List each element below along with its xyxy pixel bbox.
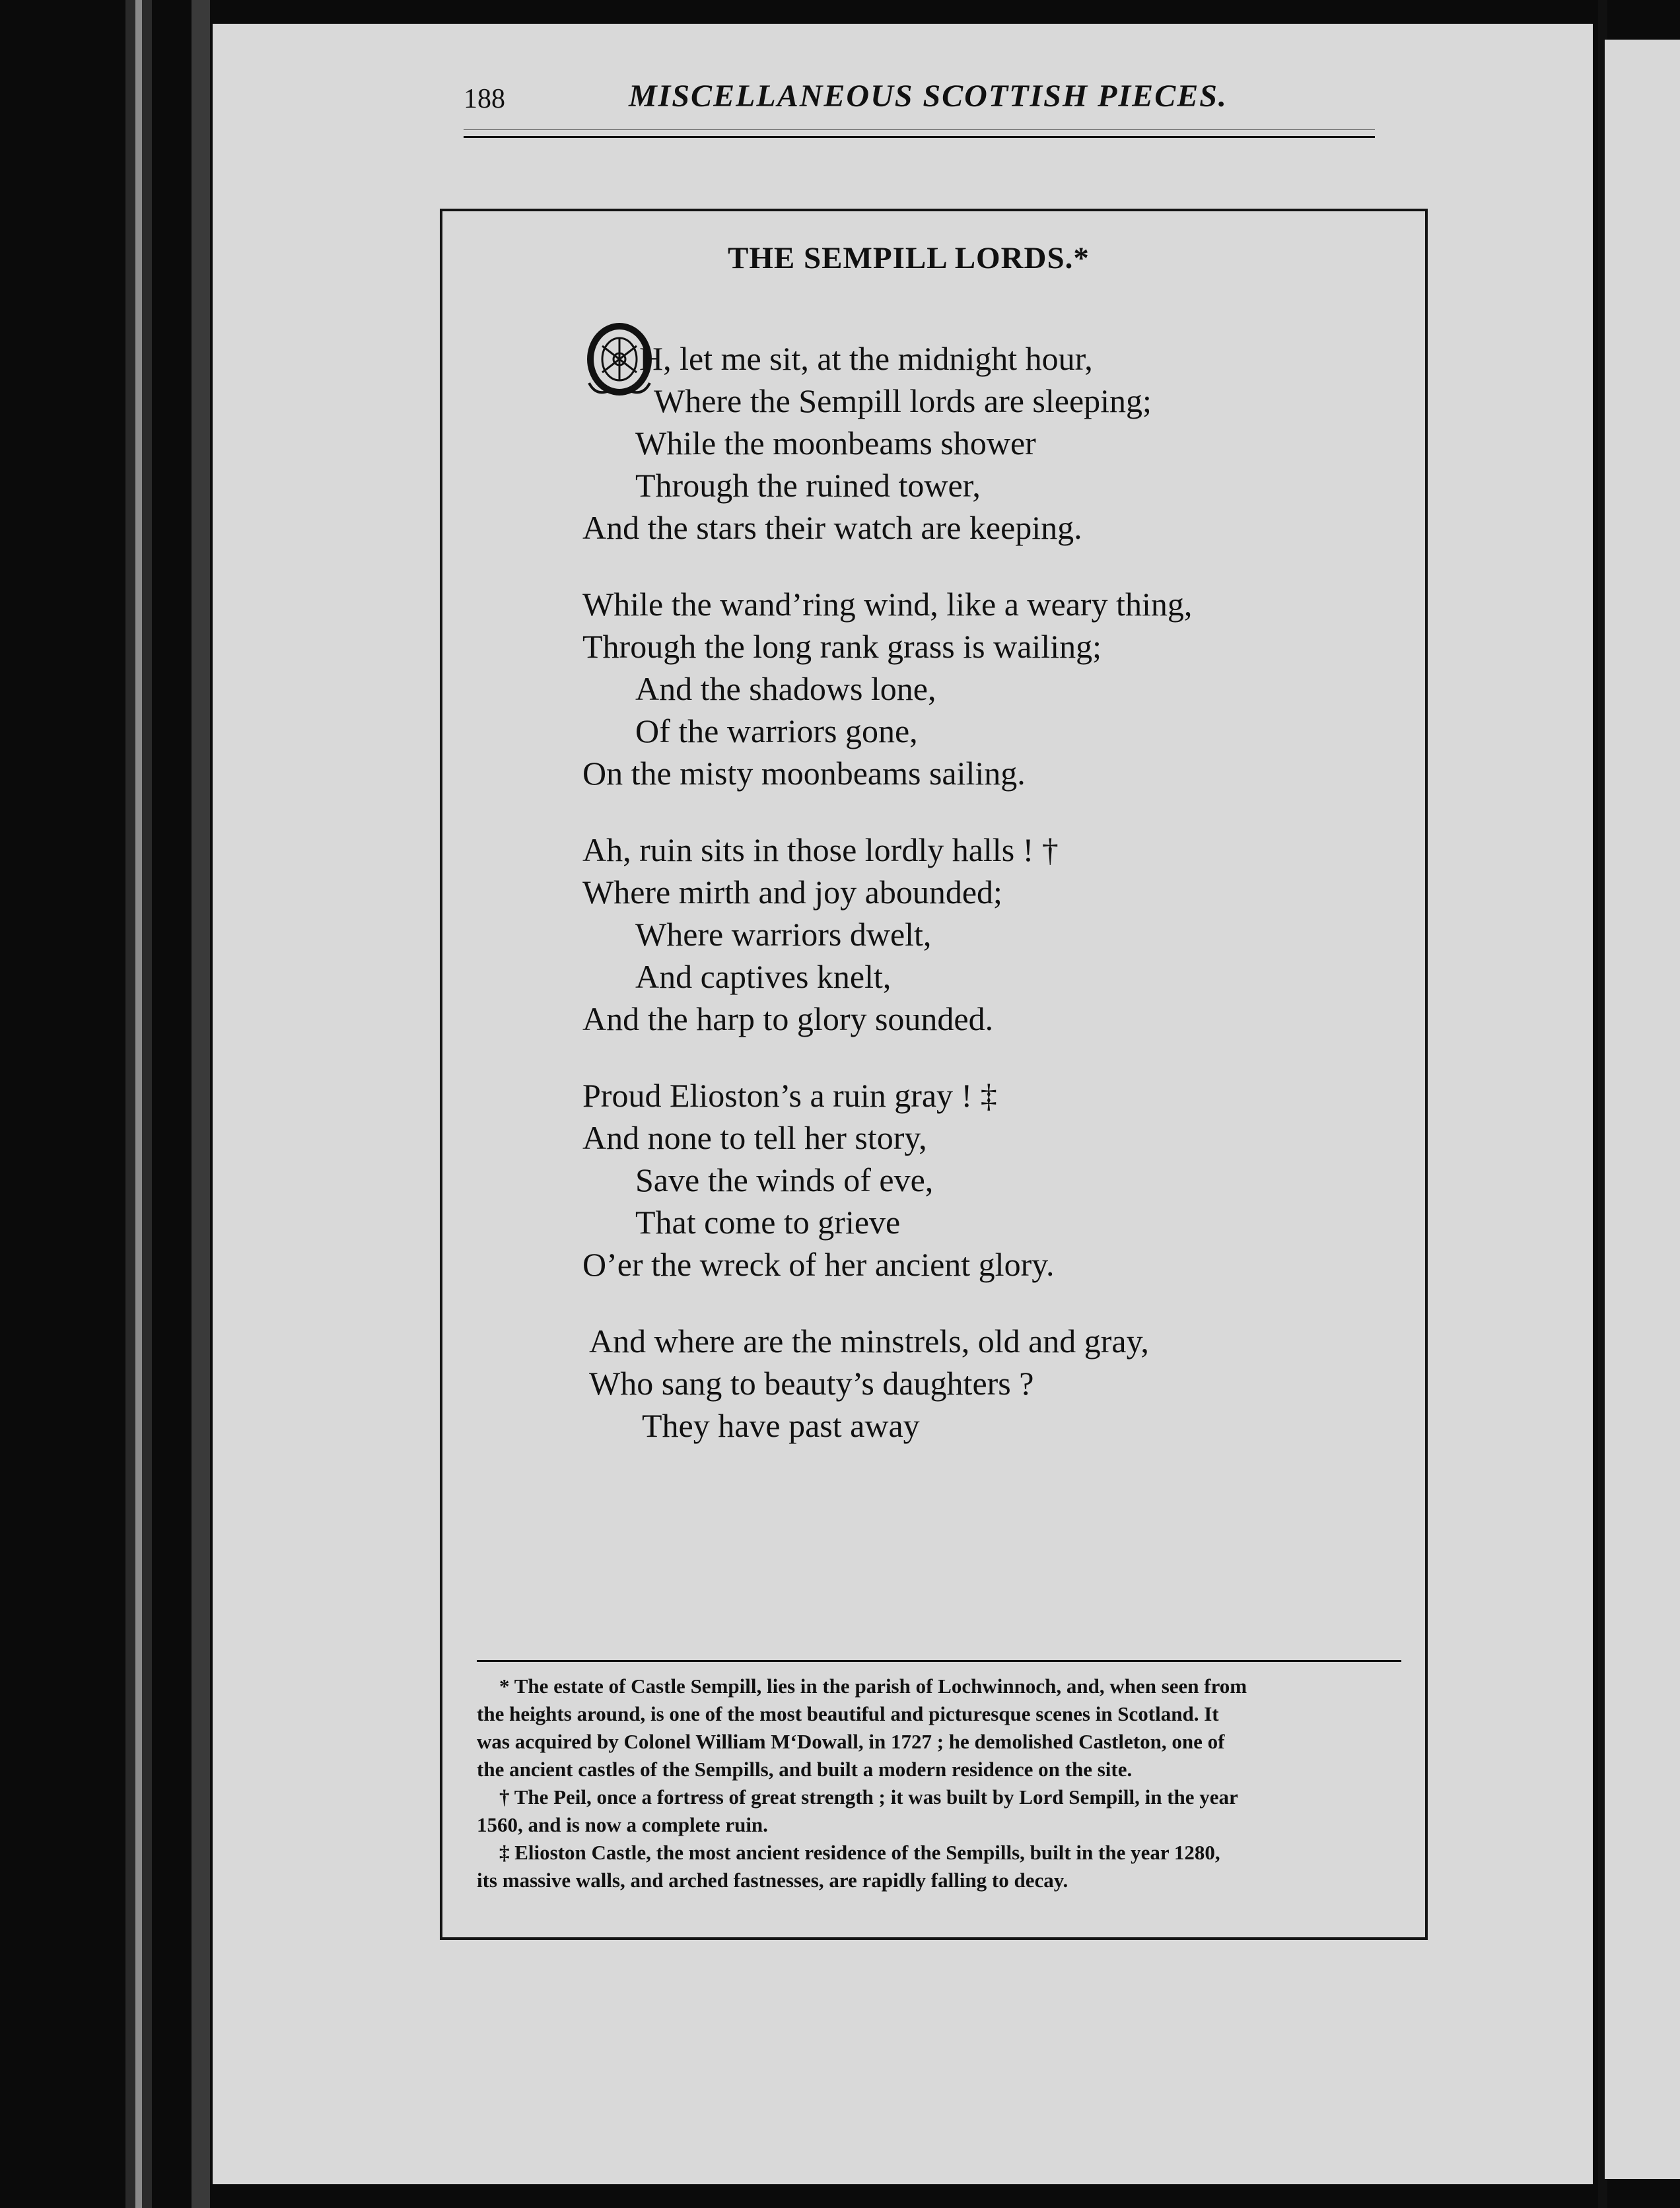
poem-line: Proud Elioston’s a ruin gray ! ‡ xyxy=(582,1077,997,1114)
poem-line: Save the winds of eve, xyxy=(635,1161,934,1198)
facing-page xyxy=(1605,40,1680,2179)
poem-line: Where warriors dwelt, xyxy=(635,916,932,953)
poem-line: And the stars their watch are keeping. xyxy=(582,509,1082,546)
poem-line: And where are the minstrels, old and gray, xyxy=(589,1323,1149,1360)
book-page xyxy=(213,24,1593,2184)
header-rule xyxy=(464,136,1375,138)
poem-line: Where the Sempill lords are sleeping; xyxy=(654,382,1152,419)
footnote-line: ‡ Elioston Castle, the most ancient residence of the Sempills, built in the year 1280, xyxy=(499,1841,1220,1864)
poem-line: Where mirth and joy abounded; xyxy=(582,874,1002,911)
poem-line: Ah, ruin sits in those lordly halls ! † xyxy=(582,831,1059,868)
poem-line: And the shadows lone, xyxy=(635,670,936,707)
book-spine-highlight xyxy=(135,0,142,2208)
poem-line: That come to grieve xyxy=(635,1204,901,1241)
footnote-line: * The estate of Castle Sempill, lies in the parish of Lochwinnoch, and, when seen from xyxy=(499,1674,1247,1698)
footnote-line: was acquired by Colonel William M‘Dowall, in 1727 ; he demolished Castleton, one of xyxy=(477,1730,1225,1753)
footnote-line: the ancient castles of the Sempills, and built a modern residence on the site. xyxy=(477,1758,1133,1781)
footnote-line: the heights around, is one of the most beautiful and picturesque scenes in Scotland. It xyxy=(477,1702,1219,1725)
poem-line: While the moonbeams shower xyxy=(635,425,1036,462)
poem-line: O’er the wreck of her ancient glory. xyxy=(582,1246,1055,1283)
header-rule-thin xyxy=(464,129,1375,130)
poem-line: They have past away xyxy=(642,1407,920,1444)
poem-line: Through the long rank grass is wailing; xyxy=(582,628,1102,665)
poem-line: And none to tell her story, xyxy=(582,1119,927,1156)
poem-line: While the wand’ring wind, like a weary thing, xyxy=(582,586,1193,623)
poem-line: And the harp to glory sounded. xyxy=(582,1000,994,1037)
footnote-line: † The Peil, once a fortress of great strength ; it was built by Lord Sempill, in the year xyxy=(499,1785,1238,1809)
footnote-line: its massive walls, and arched fastnesses, are rapidly falling to decay. xyxy=(477,1869,1068,1892)
poem-line: H, let me sit, at the midnight hour, xyxy=(639,340,1093,377)
poem-line: And captives knelt, xyxy=(635,958,892,995)
poem-line: Of the warriors gone, xyxy=(635,712,918,749)
book-gutter xyxy=(192,0,210,2208)
poem-line: Through the ruined tower, xyxy=(635,467,981,504)
poem-line: Who sang to beauty’s daughters ? xyxy=(589,1365,1034,1402)
footnote-rule xyxy=(477,1660,1401,1662)
running-head: MISCELLANEOUS SCOTTISH PIECES. xyxy=(629,79,1228,114)
poem-title: THE SEMPILL LORDS.* xyxy=(728,241,1090,275)
page-number: 188 xyxy=(464,84,505,114)
poem-line: On the misty moonbeams sailing. xyxy=(582,755,1026,792)
footnote-line: 1560, and is now a complete ruin. xyxy=(477,1813,768,1836)
